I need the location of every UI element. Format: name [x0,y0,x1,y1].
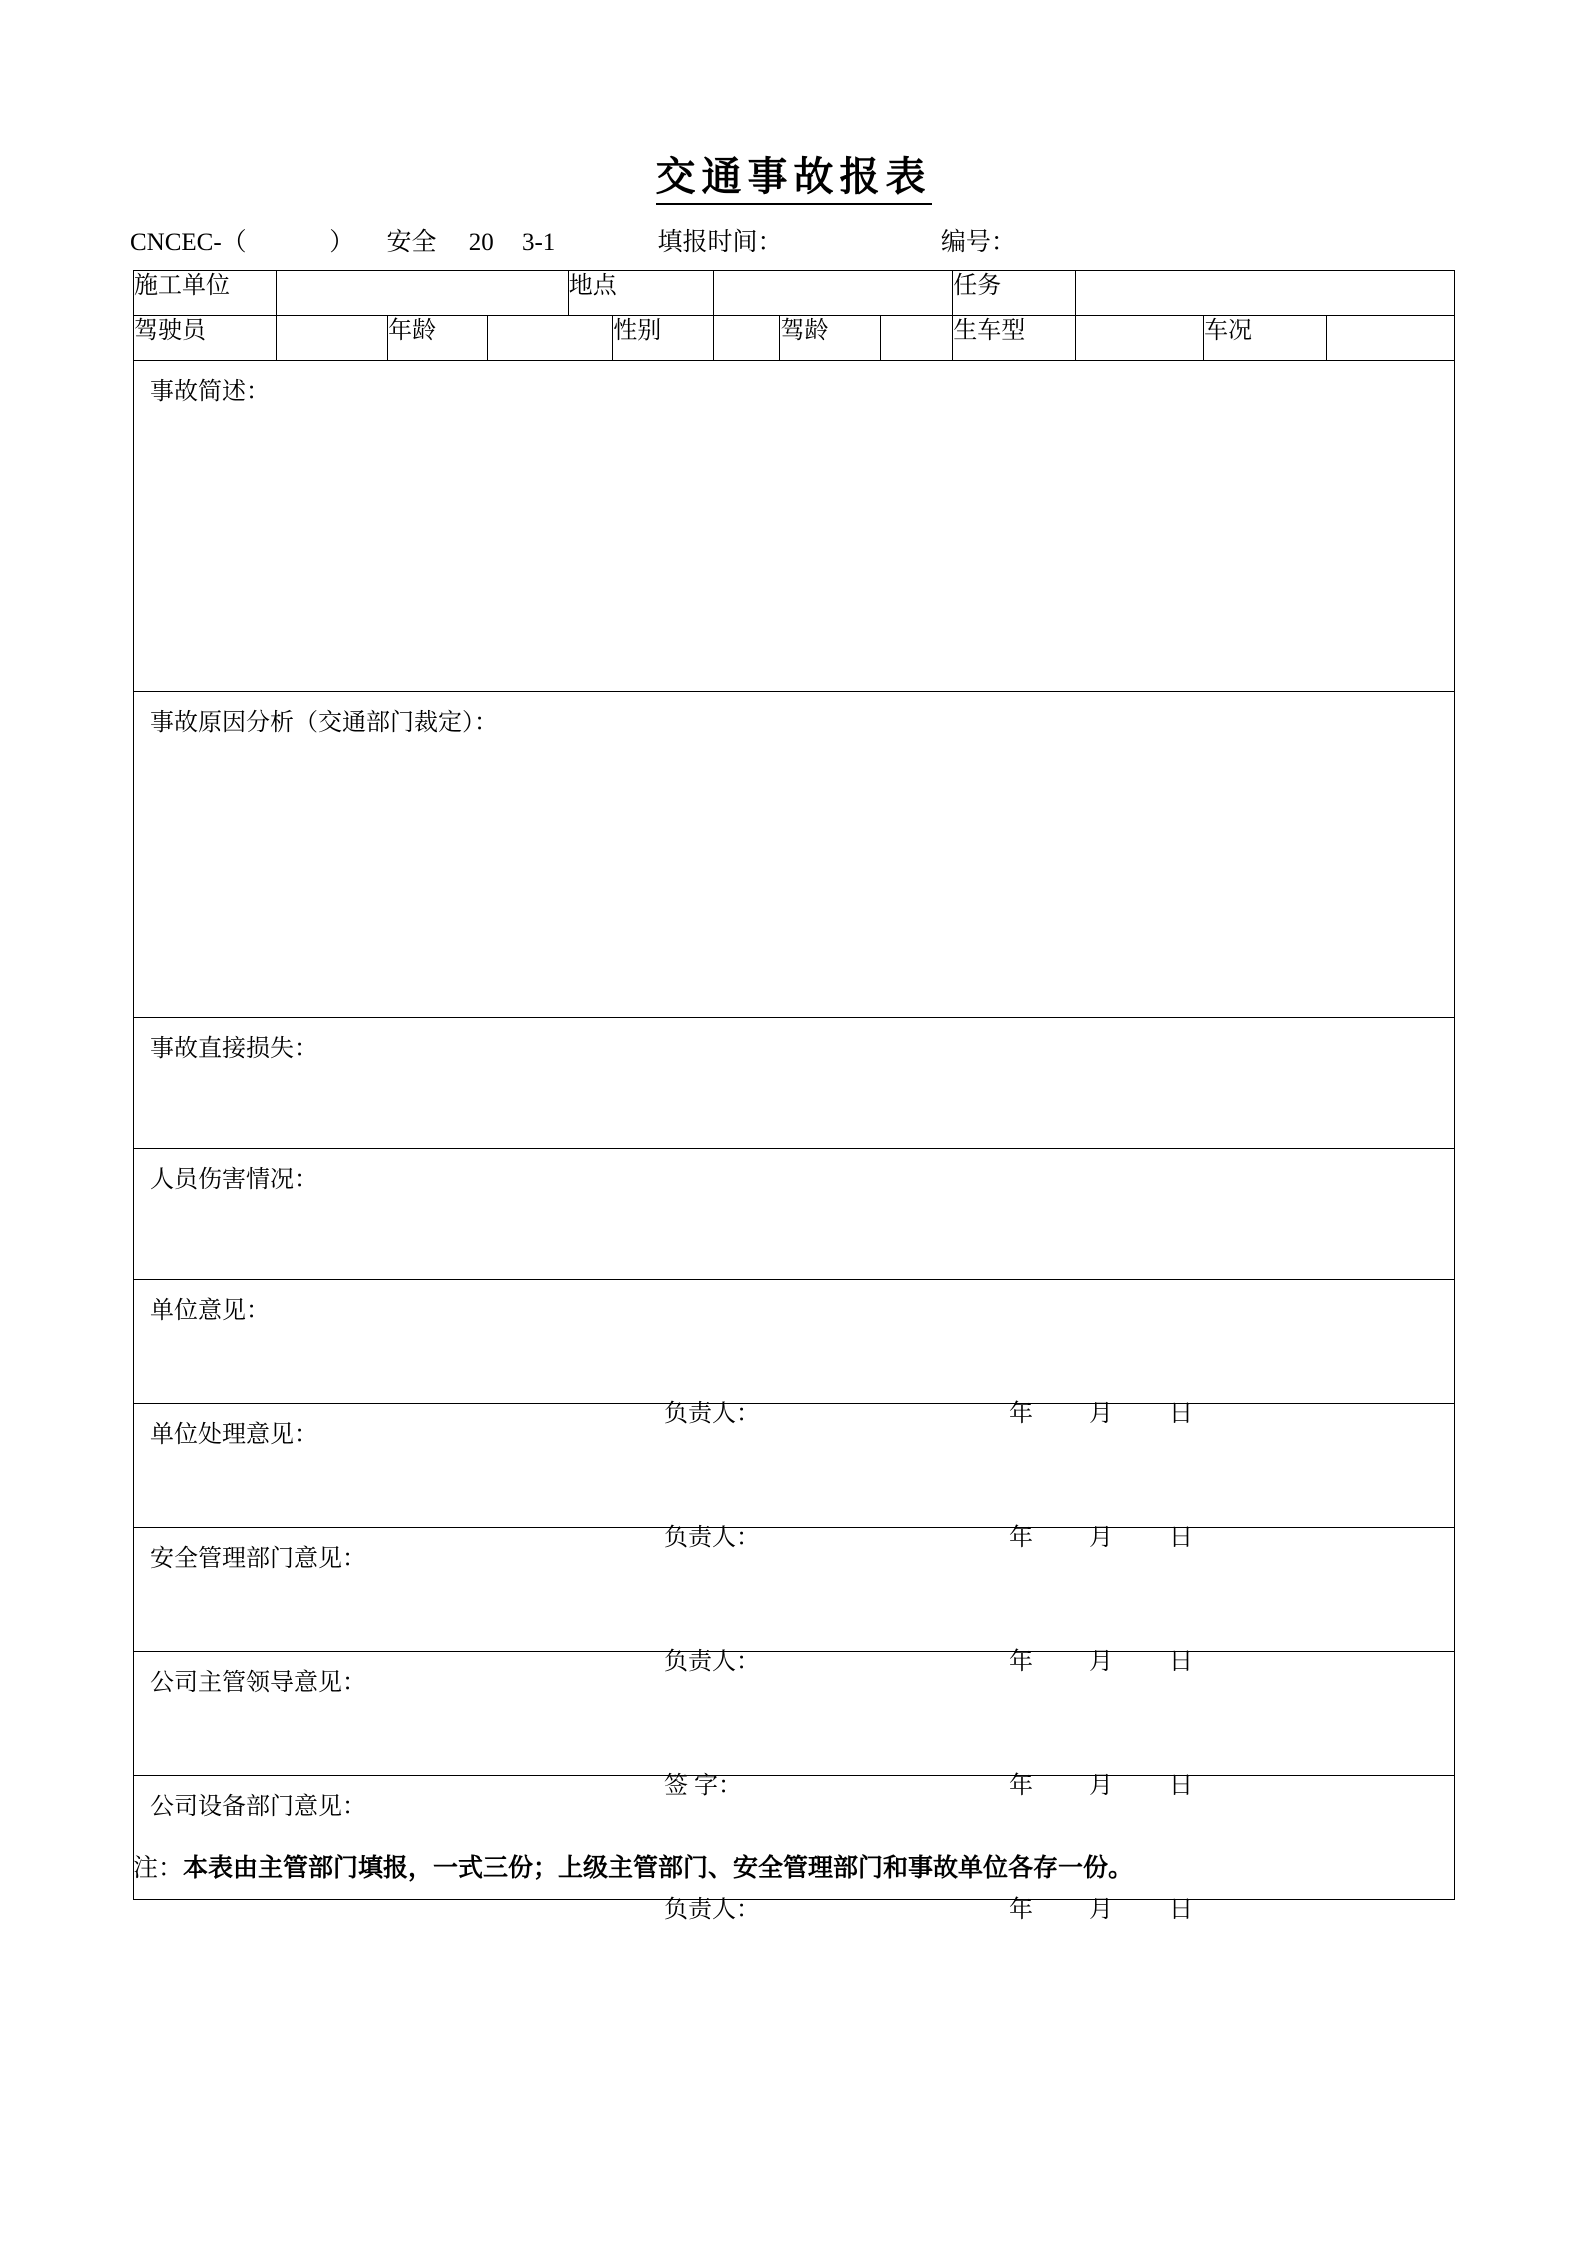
equipment-department-day-label: 日 [1169,1897,1193,1923]
accident-summary-label: 事故简述： [150,379,270,405]
vehicle-type-value-cell[interactable] [1075,316,1203,361]
vehicle-condition-label: 车况 [1204,316,1327,361]
driving-years-value [881,316,952,323]
unit-opinion-month-label: 月 [1089,1401,1113,1427]
form-header-line [130,222,1460,254]
equipment-department-year-label: 年 [1009,1897,1033,1923]
accident-summary-value [134,406,1454,416]
unit-handling-signer-label: 负责人： [664,1525,760,1551]
vehicle-type-label: 生车型 [953,316,1076,361]
company-leader-year-label: 年 [1009,1773,1033,1799]
company-leader-opinion-cell[interactable] [134,1652,1455,1799]
unit-handling-opinion-value [134,1449,1454,1459]
direct-loss-value [134,1063,1454,1073]
safety-department-month-label: 月 [1089,1649,1113,1675]
company-leader-opinion-label: 公司主管领导意见： [150,1670,366,1696]
gender-label: 性别 [613,316,713,361]
direct-loss-label: 事故直接损失： [150,1036,318,1062]
accident-cause-label: 事故原因分析（交通部门裁定）： [150,710,498,736]
table-row [134,361,1455,692]
gender-value [714,316,780,323]
unit-opinion-year-label: 年 [1009,1401,1033,1427]
unit-opinion-signer-label: 负责人： [664,1401,760,1427]
unit-opinion-value [134,1325,1454,1335]
driver-label: 驾驶员 [134,316,277,361]
unit-opinion-cell[interactable] [134,1280,1455,1427]
note-text: 本表由主管部门填报，一式三份；上级主管部门、安全管理部门和事故单位各存一份。 [183,1855,1134,1882]
form-code-prefix: CNCEC-（ [130,229,247,256]
accident-cause-value [134,737,1454,747]
age-value-cell[interactable] [488,316,613,361]
equipment-department-opinion-value [134,1821,1454,1831]
unit-handling-year-label: 年 [1009,1525,1033,1551]
table-row [134,1018,1455,1149]
unit-opinion-day-label: 日 [1169,1401,1193,1427]
table-row [134,1528,1455,1652]
unit-opinion-label: 单位意见： [150,1298,270,1324]
personal-injury-label: 人员伤害情况： [150,1167,318,1193]
driving-years-value-cell[interactable] [880,316,952,361]
table-row [134,692,1455,1018]
task-value-cell[interactable] [1075,271,1454,316]
unit-handling-day-label: 日 [1169,1525,1193,1551]
safety-department-signer-label: 负责人： [664,1649,760,1675]
age-label: 年龄 [388,316,488,361]
equipment-department-opinion-label: 公司设备部门意见： [150,1794,366,1820]
safety-department-opinion-value [134,1573,1454,1583]
vehicle-condition-value-cell[interactable] [1326,316,1454,361]
note-prefix: 注： [133,1855,184,1882]
unit-value [277,271,568,278]
unit-value-cell[interactable] [276,271,568,316]
page-title-text: 交通事故报表 [656,154,932,205]
table-row [134,316,1455,361]
unit-handling-month-label: 月 [1089,1525,1113,1551]
equipment-department-signer-label: 负责人： [664,1897,760,1923]
form-number: 3-1 [521,229,556,256]
place-label: 地点 [568,271,713,316]
accident-report-table [133,270,1455,1923]
vehicle-type-value [1076,316,1203,323]
company-leader-opinion-value [134,1697,1454,1707]
table-row [134,271,1455,316]
task-value [1076,271,1454,278]
unit-label: 施工单位 [134,271,277,316]
age-value [488,316,612,323]
fill-time-label: 填报时间： [657,229,783,256]
gender-value-cell[interactable] [713,316,780,361]
direct-loss-cell[interactable] [134,1018,1455,1149]
table-row [134,1404,1455,1528]
place-value [714,271,953,278]
driver-value [277,316,387,323]
year-prefix: 20 [468,229,494,256]
personal-injury-value [134,1194,1454,1204]
accident-summary-cell[interactable] [134,361,1455,692]
safety-department-opinion-label: 安全管理部门意见： [150,1546,366,1572]
unit-handling-opinion-cell[interactable] [134,1404,1455,1551]
driver-value-cell[interactable] [276,316,387,361]
company-leader-signer-label: 签 字： [664,1773,742,1799]
company-leader-month-label: 月 [1089,1773,1113,1799]
serial-number-label: 编号： [940,229,1016,256]
safety-department-day-label: 日 [1169,1649,1193,1675]
unit-handling-opinion-label: 单位处理意见： [150,1422,318,1448]
accident-cause-cell[interactable] [134,692,1455,1018]
page-title [0,145,1587,202]
safety-department-year-label: 年 [1009,1649,1033,1675]
safety-label: 安全 [386,229,437,256]
place-value-cell[interactable] [713,271,953,316]
task-label: 任务 [953,271,1076,316]
form-note [133,1848,1483,1884]
equipment-department-month-label: 月 [1089,1897,1113,1923]
company-leader-day-label: 日 [1169,1773,1193,1799]
vehicle-condition-value [1327,316,1454,323]
form-code-suffix: ） [329,229,355,256]
table-row [134,1280,1455,1404]
safety-department-opinion-cell[interactable] [134,1528,1455,1675]
personal-injury-cell[interactable] [134,1149,1455,1280]
driving-years-label: 驾龄 [780,316,880,361]
table-row [134,1652,1455,1776]
table-row [134,1149,1455,1280]
